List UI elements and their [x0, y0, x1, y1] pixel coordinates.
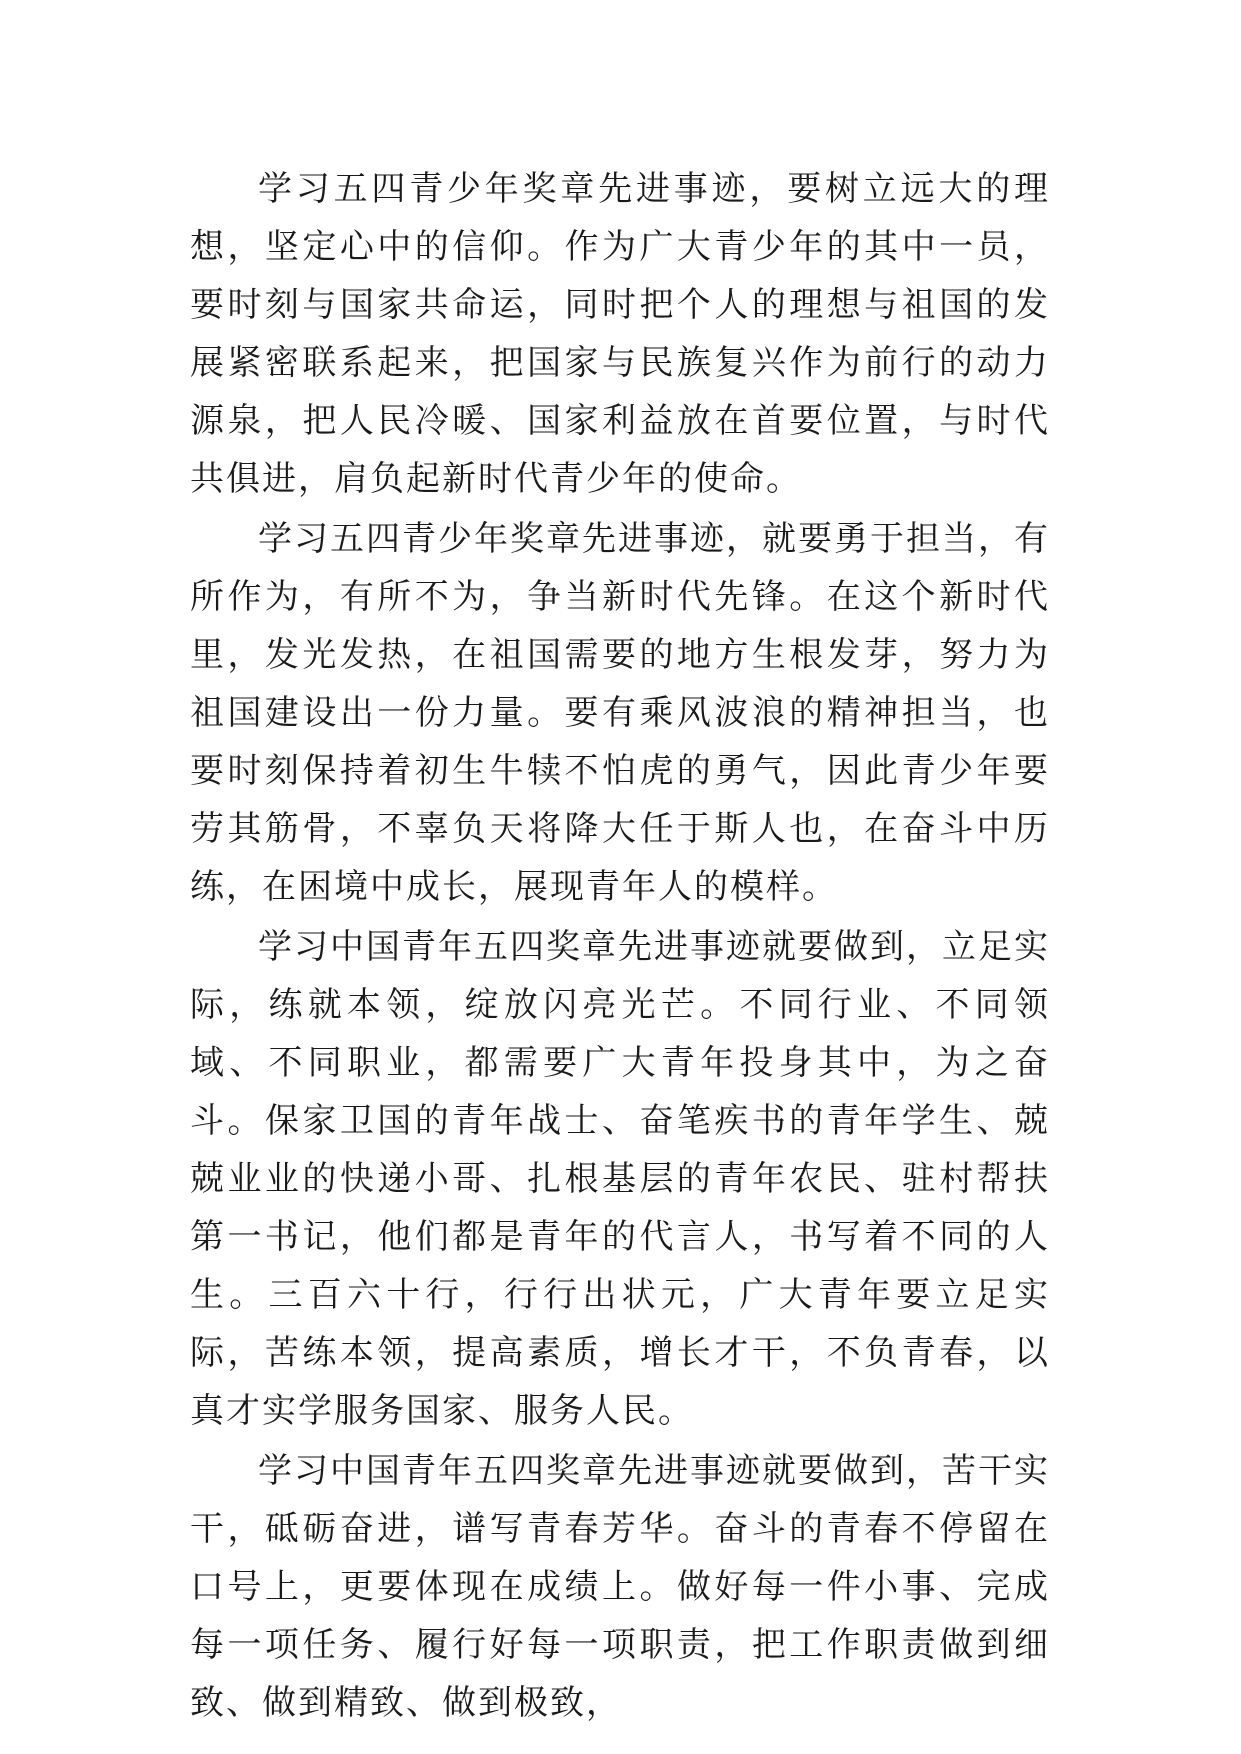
- document-body: [190, 160, 1050, 1734]
- paragraph-4: 学习中国青年五四奖章先进事迹就要做到，苦干实干，砥砺奋进，谱写青春芳华。奋斗的青春不停留在口号上，更要体现在成绩上。做好每一件小事、完成每一项任务、履行好每一项职责，把工作职责做到细致、做到精致、做到极致，: [190, 1451, 1050, 1723]
- paragraph-1: 学习五四青少年奖章先进事迹，要树立远大的理想，坚定心中的信仰。作为广大青少年的其中一员，要时刻与国家共命运，同时把个人的理想与祖国的发展紧密联系起来，把国家与民族复兴作为前行的动力源泉，把人民冷暖、国家利益放在首要位置，与时代共俱进，肩负起新时代青少年的使命。: [190, 169, 1050, 499]
- paragraph-3: 学习中国青年五四奖章先进事迹就要做到，立足实际，练就本领，绽放闪亮光芒。不同行业、不同领域、不同职业，都需要广大青年投身其中，为之奋斗。保家卫国的青年战士、奋笔疾书的青年学生、兢兢业业的快递小哥、扎根基层的青年农民、驻村帮扶第一书记，他们都是青年的代言人，书写着不同的人生。三百六十行，行行出状元，广大青年要立足实际，苦练本领，提高素质，增长才干，不负青春，以真才实学服务国家、服务人民。: [190, 927, 1050, 1431]
- paragraph-2: 学习五四青少年奖章先进事迹，就要勇于担当，有所作为，有所不为，争当新时代先锋。在这个新时代里，发光发热，在祖国需要的地方生根发芽，努力为祖国建设出一份力量。要有乘风波浪的精神担当，也要时刻保持着初生牛犊不怕虎的勇气，因此青少年要劳其筋骨，不辜负天将降大任于斯人也，在奋斗中历练，在困境中成长，展现青年人的模样。: [190, 519, 1050, 907]
